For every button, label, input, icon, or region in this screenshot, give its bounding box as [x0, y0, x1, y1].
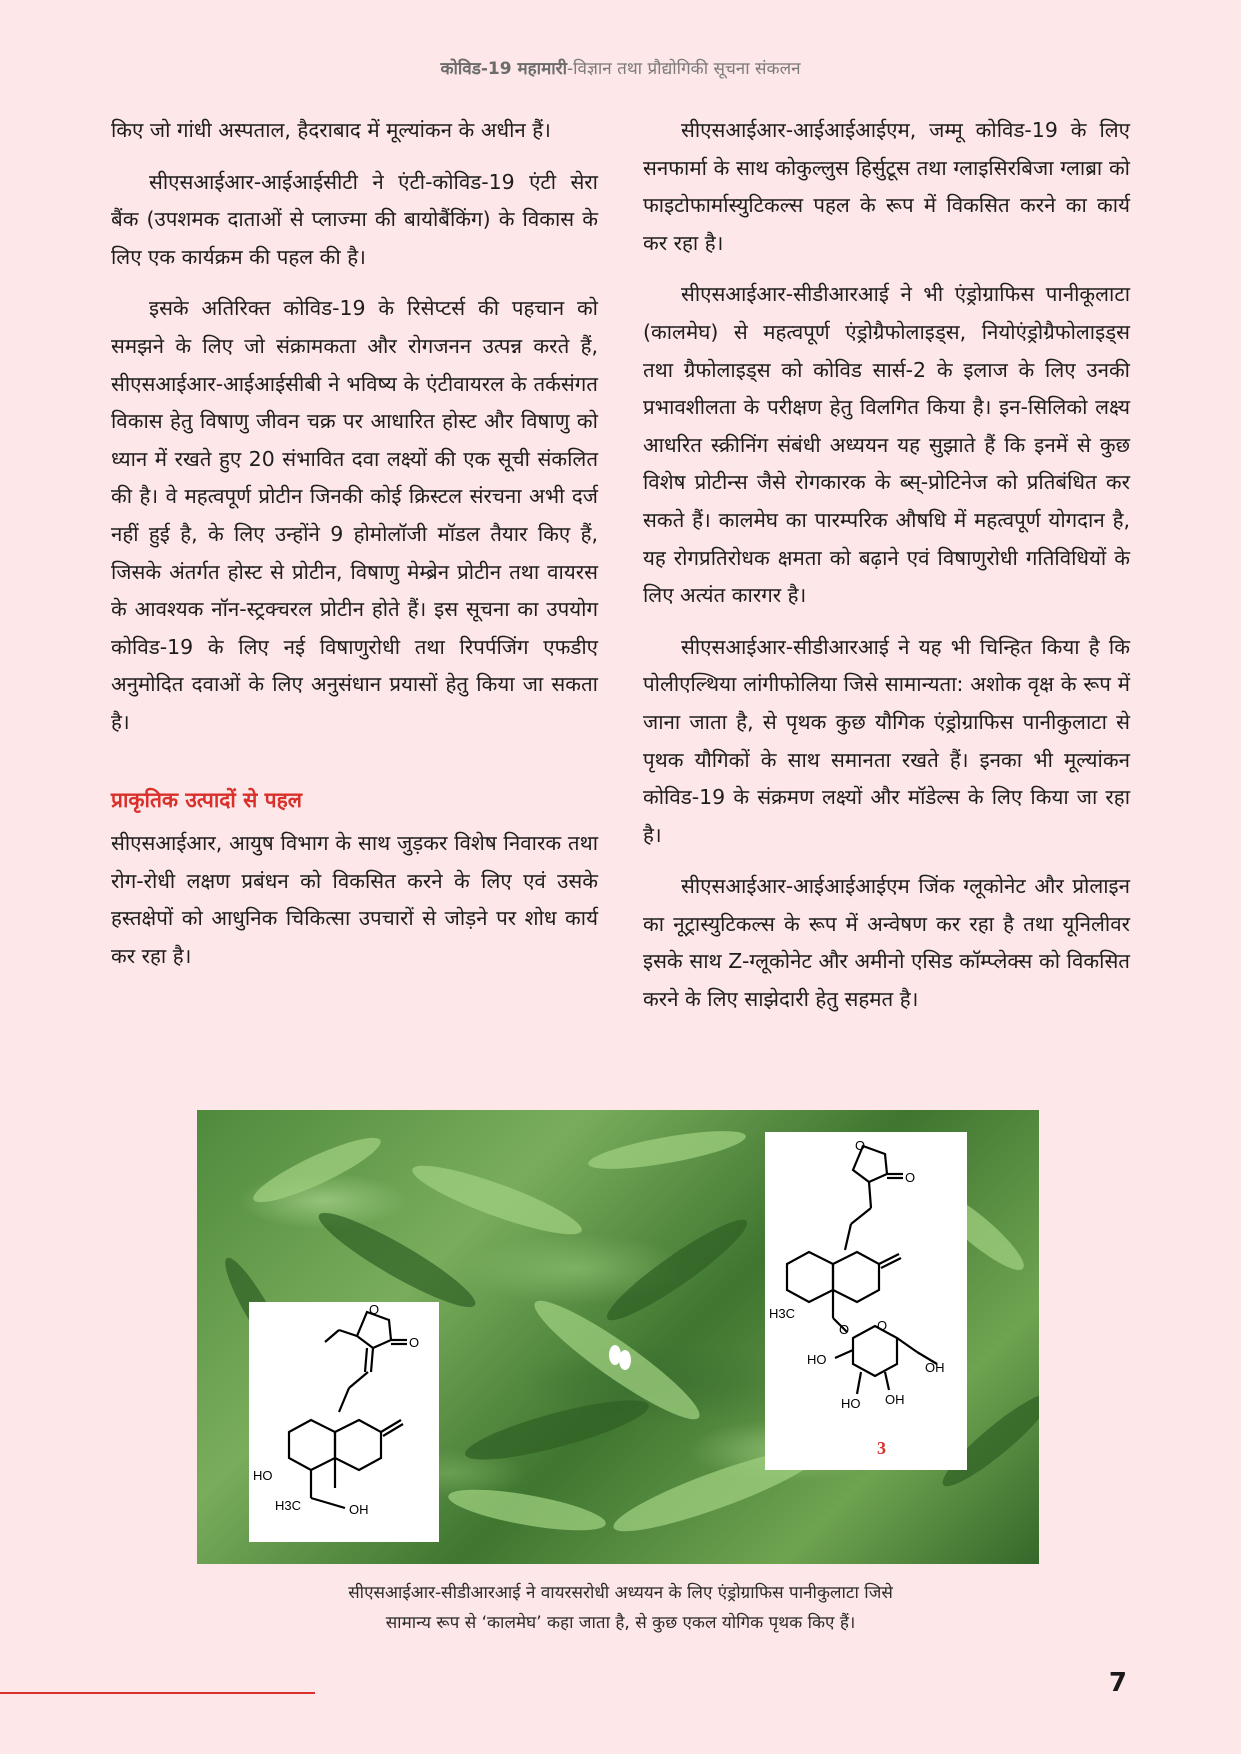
- figure-caption-line-2: सामान्य रूप से ‘कालमेघ’ कहा जाता है, से कुछ एकल योगिक पृथक किए हैं।: [385, 1613, 856, 1633]
- inset2-oh-label-1: OH: [925, 1360, 945, 1375]
- inset2-oxygen-1: O: [855, 1138, 866, 1153]
- kalmegh-figure: [197, 1110, 1039, 1564]
- left-paragraph-3: इसके अतिरिक्त कोविड-19 के रिसेप्टर्स की पहचान को समझने के लिए जो संक्रामकता और रोगजनन उत्पन्न करते हैं, सीएसआईआर-आईआईसीबी ने भविष्य के एंटीवायरल के तर्कसंगत विकास हेतु विषाणु जीवन चक्र पर आधारित होस्ट और विषाणु को ध्यान में रखते हुए 20 संभावित दवा लक्ष्यों की एक सूची संकलित की है। वे महत्वपूर्ण प्रोटीन जिनकी कोई क्रिस्टल संरचना अभी दर्ज नहीं हुई है, के लिए उन्होंने 9 होमोलॉजी मॉडल तैयार किए हैं, जिसके अंतर्गत होस्ट से प्रोटीन, विषाणु मेम्ब्रेन प्रोटीन तथा वायरस के आवश्यक नॉन-स्ट्रक्चरल प्रोटीन होते हैं। इस सूचना का उपयोग कोविड-19 के लिए नई विषाणुरोधी तथा रिपर्पजिंग एफडीए अनुमोदित दवाओं के लिए अनुसंधान प्रयासों हेतु किया जा सकता है।: [111, 296, 598, 734]
- inset1-oxygen-1: O: [369, 1302, 380, 1317]
- right-column: [643, 112, 1130, 1033]
- inset2-oxygen-3: O: [839, 1322, 850, 1337]
- right-paragraph-1: सीएसआईआर-आईआईआईएम, जम्मू कोविड-19 के लिए सनफार्मा के साथ कोकुल्लुस हिर्सुटूस तथा ग्लाइसिरबिजा ग्लाब्रा को फाइटोफार्मास्युटिकल्स पहल के रूप में विकसित करने का कार्य कर रहा है।: [643, 118, 1130, 255]
- inset1-ho-label: HO: [253, 1468, 273, 1483]
- figure-caption-line-1: सीएसआईआर-सीडीआरआई ने वायरसरोधी अध्ययन के लिए एंड्रोग्राफिस पानीकुलाटा जिसे: [348, 1583, 893, 1603]
- left-paragraph-2: सीएसआईआर-आईआईसीटी ने एंटी-कोविड-19 एंटी सेरा बैंक (उपशमक दाताओं से प्लाज्मा की बायोबैंकिंग) के विकास के लिए एक कार्यक्रम की पहल की है।: [111, 169, 598, 269]
- right-paragraph-3: सीएसआईआर-सीडीआरआई ने यह भी चिन्हित किया है कि पोलीएल्थिया लांगीफोलिया जिसे सामान्यता: अशोक वृक्ष के रूप में जाना जाता है, से पृथक कुछ यौगिक एंड्रोग्राफिस पानीकुलाटा से पृथक यौगिकों के साथ समानता रखते हैं। इनका भी मूल्यांकन कोविड-19 के संक्रमण लक्ष्यों और मॉडेल्स के लिए किया जा रहा है।: [643, 634, 1130, 847]
- inset2-oxygen-4: O: [877, 1318, 888, 1333]
- structure-diagram-1: [249, 1302, 439, 1542]
- compound-number: 3: [877, 1438, 886, 1458]
- inset2-h3c-label: H3C: [769, 1306, 796, 1321]
- chemical-structure-inset-2: [765, 1132, 967, 1470]
- running-header-bold: कोविड-19 महामारी: [440, 59, 567, 79]
- inset1-oh-label: OH: [349, 1502, 369, 1517]
- running-header-rest: -विज्ञान तथा प्रौद्योगिकी सूचना संकलन: [567, 59, 801, 79]
- right-paragraph-2: सीएसआईआर-सीडीआरआई ने भी एंड्रोग्राफिस पानीकूलाटा (कालमेघ) से महत्वपूर्ण एंड्रोग्रैफोलाइड्स, नियोएंड्रोग्रैफोलाइड्स तथा ग्रैफोलाइड्स को कोविड सार्स-2 के इलाज के लिए उनकी प्रभावशीलता के परीक्षण हेतु विलगित किया है। इन-सिलिको लक्ष्य आधरित स्क्रीनिंग संबंधी अध्ययन यह सुझाते हैं कि इनमें से कुछ विशेष प्रोटीन्स जैसे रोगकारक के ब्स्-प्रोटिनेज को प्रतिबंधित कर सकते हैं। कालमेघ का पारम्परिक औषधि में महत्वपूर्ण योगदान है, यह रोगप्रतिरोधक क्षमता को बढ़ाने एवं विषाणुरोधी गतिविधियों के लिए अत्यंत कारगर है।: [643, 282, 1130, 608]
- left-paragraph-4: सीएसआईआर, आयुष विभाग के साथ जुड़कर विशेष निवारक तथा रोग-रोधी लक्षण प्रबंधन को विकसित करने के लिए एवं उसके हस्तक्षेपों को आधुनिक चिकित्सा उपचारों से जोड़ने पर शोध कार्य कर रहा है।: [111, 831, 598, 968]
- chemical-structure-inset-1: [249, 1302, 439, 1542]
- page-number: 7: [1108, 1668, 1127, 1698]
- running-header: [0, 56, 1241, 79]
- footer-rule: [0, 1692, 315, 1694]
- inset2-ho-label-2: HO: [841, 1396, 861, 1411]
- inset1-h3c-label: H3C: [275, 1498, 302, 1513]
- figure-caption: [0, 1578, 1241, 1638]
- inset2-oh-label-2: OH: [885, 1392, 905, 1407]
- section-heading: प्राकृतिक उत्पादों से पहल: [111, 787, 303, 812]
- right-paragraph-4: सीएसआईआर-आईआईआईएम जिंक ग्लूकोनेट और प्रोलाइन का नूट्रास्युटिकल्स के रूप में अन्वेषण कर रहा है तथा यूनिलीवर इसके साथ Z-ग्लूकोनेट और अमीनो एसिड कॉम्प्लेक्स को विकसित करने के लिए साझेदारी हेतु सहमत है।: [643, 874, 1130, 1012]
- left-paragraph-1: किए जो गांधी अस्पताल, हैदराबाद में मूल्यांकन के अधीन हैं।: [111, 118, 551, 142]
- inset2-ho-label-1: HO: [807, 1352, 827, 1367]
- left-column: [111, 112, 598, 989]
- inset2-oxygen-2: O: [905, 1170, 916, 1185]
- inset1-oxygen-2: O: [409, 1335, 420, 1350]
- structure-diagram-2: [765, 1132, 967, 1470]
